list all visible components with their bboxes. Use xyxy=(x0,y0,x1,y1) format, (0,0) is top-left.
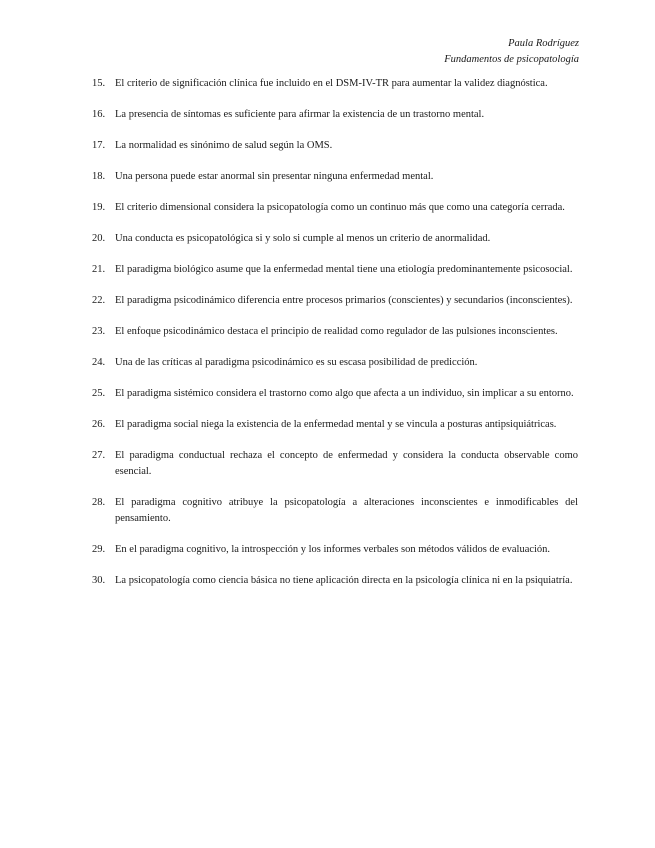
question-number: 19. xyxy=(92,202,106,213)
question-item xyxy=(92,107,578,123)
question-text: El paradigma social niega la existencia de la enfermedad mental y se vincula a posturas antipsiquiátricas. xyxy=(115,419,557,430)
question-text: El paradigma biológico asume que la enfermedad mental tiene una etiología predominantemente psicosocial. xyxy=(115,264,573,275)
header-subject: Fundamentos de psicopatología xyxy=(444,54,579,65)
question-item xyxy=(92,448,578,480)
question-text: La presencia de síntomas es suficiente para afirmar la existencia de un trastorno mental. xyxy=(115,109,485,120)
question-item xyxy=(92,231,578,247)
question-list xyxy=(92,76,578,589)
question-item xyxy=(92,169,578,185)
question-number: 23. xyxy=(92,326,106,337)
question-number: 27. xyxy=(92,450,106,461)
question-number: 22. xyxy=(92,295,106,306)
page-header xyxy=(444,36,579,68)
question-text: La psicopatología como ciencia básica no tiene aplicación directa en la psicología clínica ni en la psiquiatría. xyxy=(115,575,573,586)
question-number: 15. xyxy=(92,78,106,89)
question-item xyxy=(92,495,578,527)
question-text: En el paradigma cognitivo, la introspección y los informes verbales son métodos válidos de evaluación. xyxy=(115,544,551,555)
question-number: 25. xyxy=(92,388,106,399)
question-number: 30. xyxy=(92,575,106,586)
question-item xyxy=(92,262,578,278)
question-text: El paradigma sistémico considera el trastorno como algo que afecta a un individuo, sin implicar a su entorno. xyxy=(115,388,574,399)
question-number: 20. xyxy=(92,233,106,244)
question-number: 18. xyxy=(92,171,106,182)
question-item xyxy=(92,324,578,340)
question-text: El criterio de significación clínica fue incluido en el DSM-IV-TR para aumentar la validez diagnóstica. xyxy=(115,78,548,89)
question-text: Una de las críticas al paradigma psicodinámico es su escasa posibilidad de predicción. xyxy=(115,357,478,368)
question-number: 28. xyxy=(92,497,106,508)
question-text: El enfoque psicodinámico destaca el principio de realidad como regulador de las pulsiones inconscientes. xyxy=(115,326,558,337)
question-text: El paradigma cognitivo atribuye la psicopatología a alteraciones inconscientes e inmodificables del pensamiento. xyxy=(115,497,578,524)
question-item xyxy=(92,355,578,371)
question-text: La normalidad es sinónimo de salud según la OMS. xyxy=(115,140,333,151)
question-item xyxy=(92,417,578,433)
question-number: 26. xyxy=(92,419,106,430)
question-number: 21. xyxy=(92,264,106,275)
question-item xyxy=(92,200,578,216)
question-text: Una conducta es psicopatológica si y solo si cumple al menos un criterio de anormalidad. xyxy=(115,233,491,244)
question-number: 29. xyxy=(92,544,106,555)
question-text: El paradigma conductual rechaza el concepto de enfermedad y considera la conducta observable como esencial. xyxy=(115,450,578,477)
question-item xyxy=(92,386,578,402)
question-number: 17. xyxy=(92,140,106,151)
header-author: Paula Rodríguez xyxy=(508,38,579,49)
question-item xyxy=(92,138,578,154)
question-text: Una persona puede estar anormal sin presentar ninguna enfermedad mental. xyxy=(115,171,434,182)
question-number: 24. xyxy=(92,357,106,368)
question-item xyxy=(92,542,578,558)
question-text: El paradigma psicodinámico diferencia entre procesos primarios (conscientes) y secundarios (inconscientes). xyxy=(115,295,573,306)
question-item xyxy=(92,573,578,589)
question-item xyxy=(92,76,578,92)
question-number: 16. xyxy=(92,109,106,120)
question-text: El criterio dimensional considera la psicopatología como un continuo más que como una categoría cerrada. xyxy=(115,202,565,213)
question-item xyxy=(92,293,578,309)
